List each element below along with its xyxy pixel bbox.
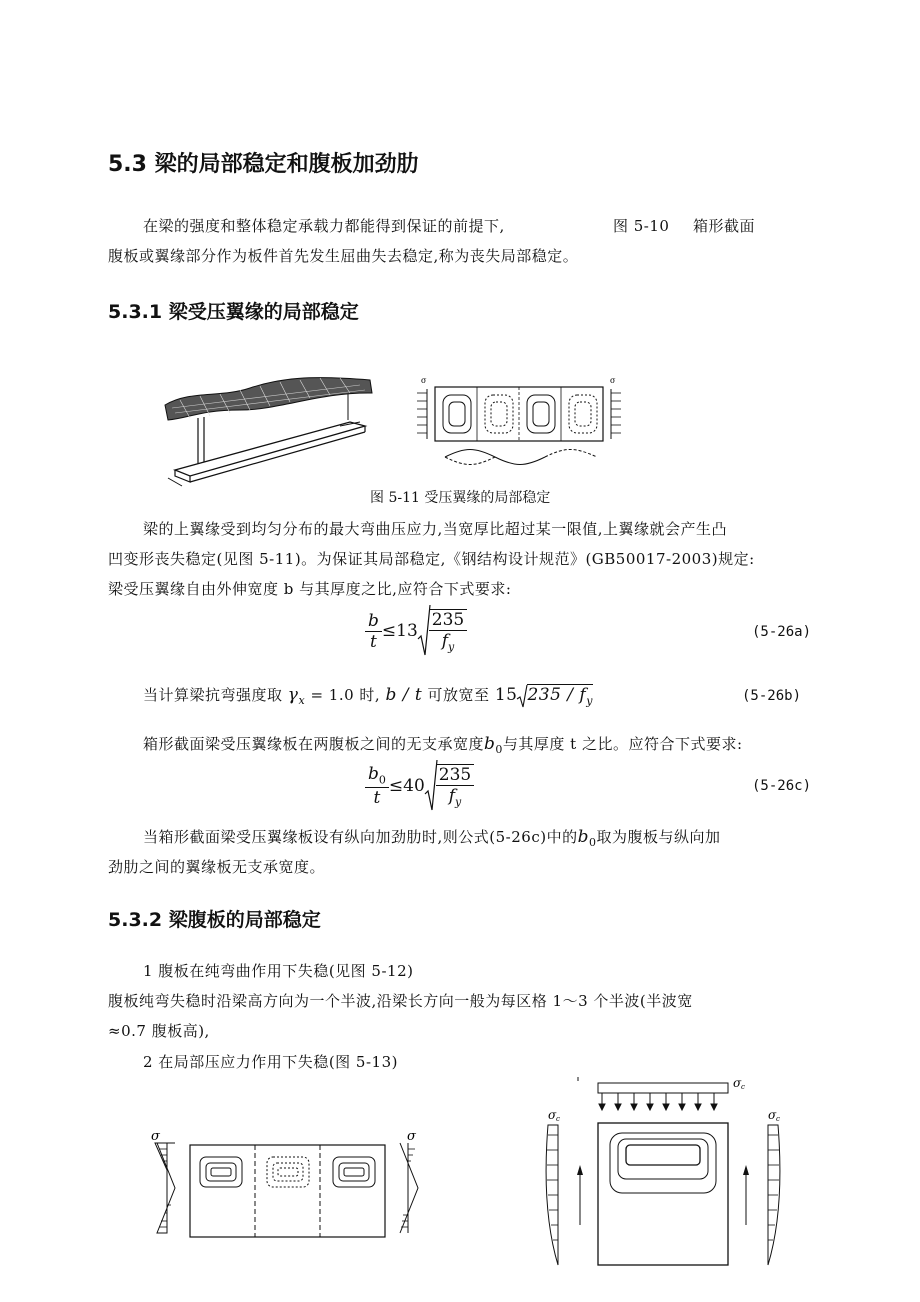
line-b-text-3: 可放宽至 bbox=[427, 686, 490, 704]
b0-symbol: b bbox=[484, 734, 496, 754]
eq-a-rad-sub: y bbox=[448, 640, 455, 654]
b0-symbol: b bbox=[577, 827, 589, 847]
subsection-heading-5-3-2: 5.3.2 梁腹板的局部稳定 bbox=[108, 909, 321, 931]
para-c-text-2: 取为腹板与纵向加 bbox=[596, 828, 721, 846]
para-box-text-2: 与其厚度 t 之比。应符合下式要求: bbox=[502, 735, 743, 753]
line-b-text-1: 当计算梁抗弯强度取 bbox=[143, 686, 283, 704]
para-box-text-1: 箱形截面梁受压翼缘板在两腹板之间的无支承宽度 bbox=[143, 735, 485, 753]
para-c-line-1 bbox=[143, 826, 720, 849]
b0-sub: 0 bbox=[495, 743, 503, 756]
eq-a-numerator: b bbox=[365, 611, 382, 632]
para-c-text-1: 当箱形截面梁受压翼缘板设有纵向加劲肋时,则公式(5-26c)中的 bbox=[143, 828, 578, 846]
web-local-compression-figure bbox=[540, 1075, 790, 1270]
gamma-sub: x bbox=[298, 694, 306, 707]
para-c-line-2: 劲肋之间的翼缘板无支承宽度。 bbox=[108, 858, 326, 876]
sigma-c-sub-right: c bbox=[776, 1115, 780, 1123]
para-3: 梁受压翼缘自由外伸宽度 b 与其厚度之比,应符合下式要求: bbox=[108, 580, 512, 598]
eq-c-rad-numerator: 235 bbox=[436, 765, 474, 786]
item-2: 2 在局部压应力作用下失稳(图 5-13) bbox=[143, 1053, 398, 1071]
para-1: 梁的上翼缘受到均匀分布的最大弯曲压应力,当宽厚比超过某一限值,上翼缘就会产生凸 bbox=[143, 520, 728, 538]
eq-c-relation: ≤40 bbox=[388, 776, 425, 796]
eq-a-denominator: t bbox=[370, 631, 377, 652]
para-2: 凹变形丧失稳定(见图 5-11)。为保证其局部稳定,《钢结构设计规范》(GB50017-2003)规定: bbox=[108, 550, 755, 568]
b0-sub: 0 bbox=[588, 836, 597, 849]
line-b-radicand-sub: y bbox=[586, 694, 593, 708]
beam-flange-buckling-figure bbox=[160, 360, 380, 485]
sigma-c-sub-left: c bbox=[556, 1115, 560, 1123]
item-1-text-1: 腹板纯弯失稳时沿梁高方向为一个半波,沿梁长方向一般为每区格 1～3 个半波(半波宽 bbox=[108, 992, 693, 1010]
web-bending-buckling-figure bbox=[145, 1125, 430, 1240]
subsection-heading-5-3-1: 5.3.1 梁受压翼缘的局部稳定 bbox=[108, 301, 359, 323]
item-1-text-2: ≈0.7 腹板高), bbox=[108, 1022, 210, 1040]
sigma-label-right: σ bbox=[610, 376, 616, 385]
fig-5-10-caption: 箱形截面 bbox=[693, 217, 756, 235]
item-1: 1 腹板在纯弯曲作用下失稳(见图 5-12) bbox=[143, 962, 414, 980]
fig-5-10-label: 图 5-10 bbox=[613, 217, 670, 235]
flange-plate-buckling-figure bbox=[415, 375, 625, 470]
sigma-c-label-left: σ bbox=[548, 1108, 557, 1122]
line-b-text-2: = 1.0 时, bbox=[310, 686, 381, 704]
bt-ratio: b / t bbox=[385, 685, 423, 705]
gamma-symbol: γ bbox=[287, 685, 299, 705]
sigma-c-label-right: σ bbox=[768, 1108, 777, 1122]
eq-a-relation: ≤13 bbox=[381, 621, 418, 641]
eq-c-numerator: b bbox=[368, 764, 379, 785]
equation-5-26c bbox=[365, 760, 474, 812]
sqrt-sign-icon bbox=[425, 760, 437, 812]
eq-c-rad-sub: y bbox=[455, 795, 462, 809]
sigma-c-sub-top: c bbox=[741, 1083, 745, 1091]
sigma-label-right: σ bbox=[407, 1129, 416, 1144]
equation-5-26a bbox=[365, 605, 467, 657]
eq-c-numerator-sub: 0 bbox=[378, 773, 386, 787]
eq-a-rad-numerator: 235 bbox=[429, 610, 467, 631]
line-5-26b bbox=[143, 684, 593, 708]
para-box bbox=[143, 733, 743, 756]
sigma-c-label-top: σ bbox=[733, 1076, 742, 1090]
eq-a-rad-denominator: f bbox=[441, 630, 449, 651]
section-heading: 5.3 梁的局部稳定和腹板加劲肋 bbox=[108, 152, 419, 177]
eq-number-5-26b: (5-26b) bbox=[742, 688, 802, 704]
eq-c-denominator: t bbox=[373, 787, 381, 808]
intro-line-2: 腹板或翼缘部分作为板件首先发生屈曲失去稳定,称为丧失局部稳定。 bbox=[108, 247, 579, 265]
line-b-coef: 15 bbox=[494, 685, 518, 705]
fig-5-11-caption: 图 5-11 受压翼缘的局部稳定 bbox=[370, 490, 551, 506]
sqrt-sign-icon bbox=[517, 684, 527, 708]
eq-number-5-26c: (5-26c) bbox=[752, 778, 812, 794]
line-b-radicand: 235 / f bbox=[527, 685, 587, 705]
sigma-label-left: σ bbox=[421, 376, 427, 385]
eq-number-5-26a: (5-26a) bbox=[752, 624, 812, 640]
intro-line-1: 在梁的强度和整体稳定承载力都能得到保证的前提下, bbox=[143, 217, 505, 235]
sigma-label-left: σ bbox=[151, 1129, 160, 1144]
eq-c-rad-denominator: f bbox=[448, 785, 456, 806]
sqrt-sign-icon bbox=[418, 605, 430, 657]
